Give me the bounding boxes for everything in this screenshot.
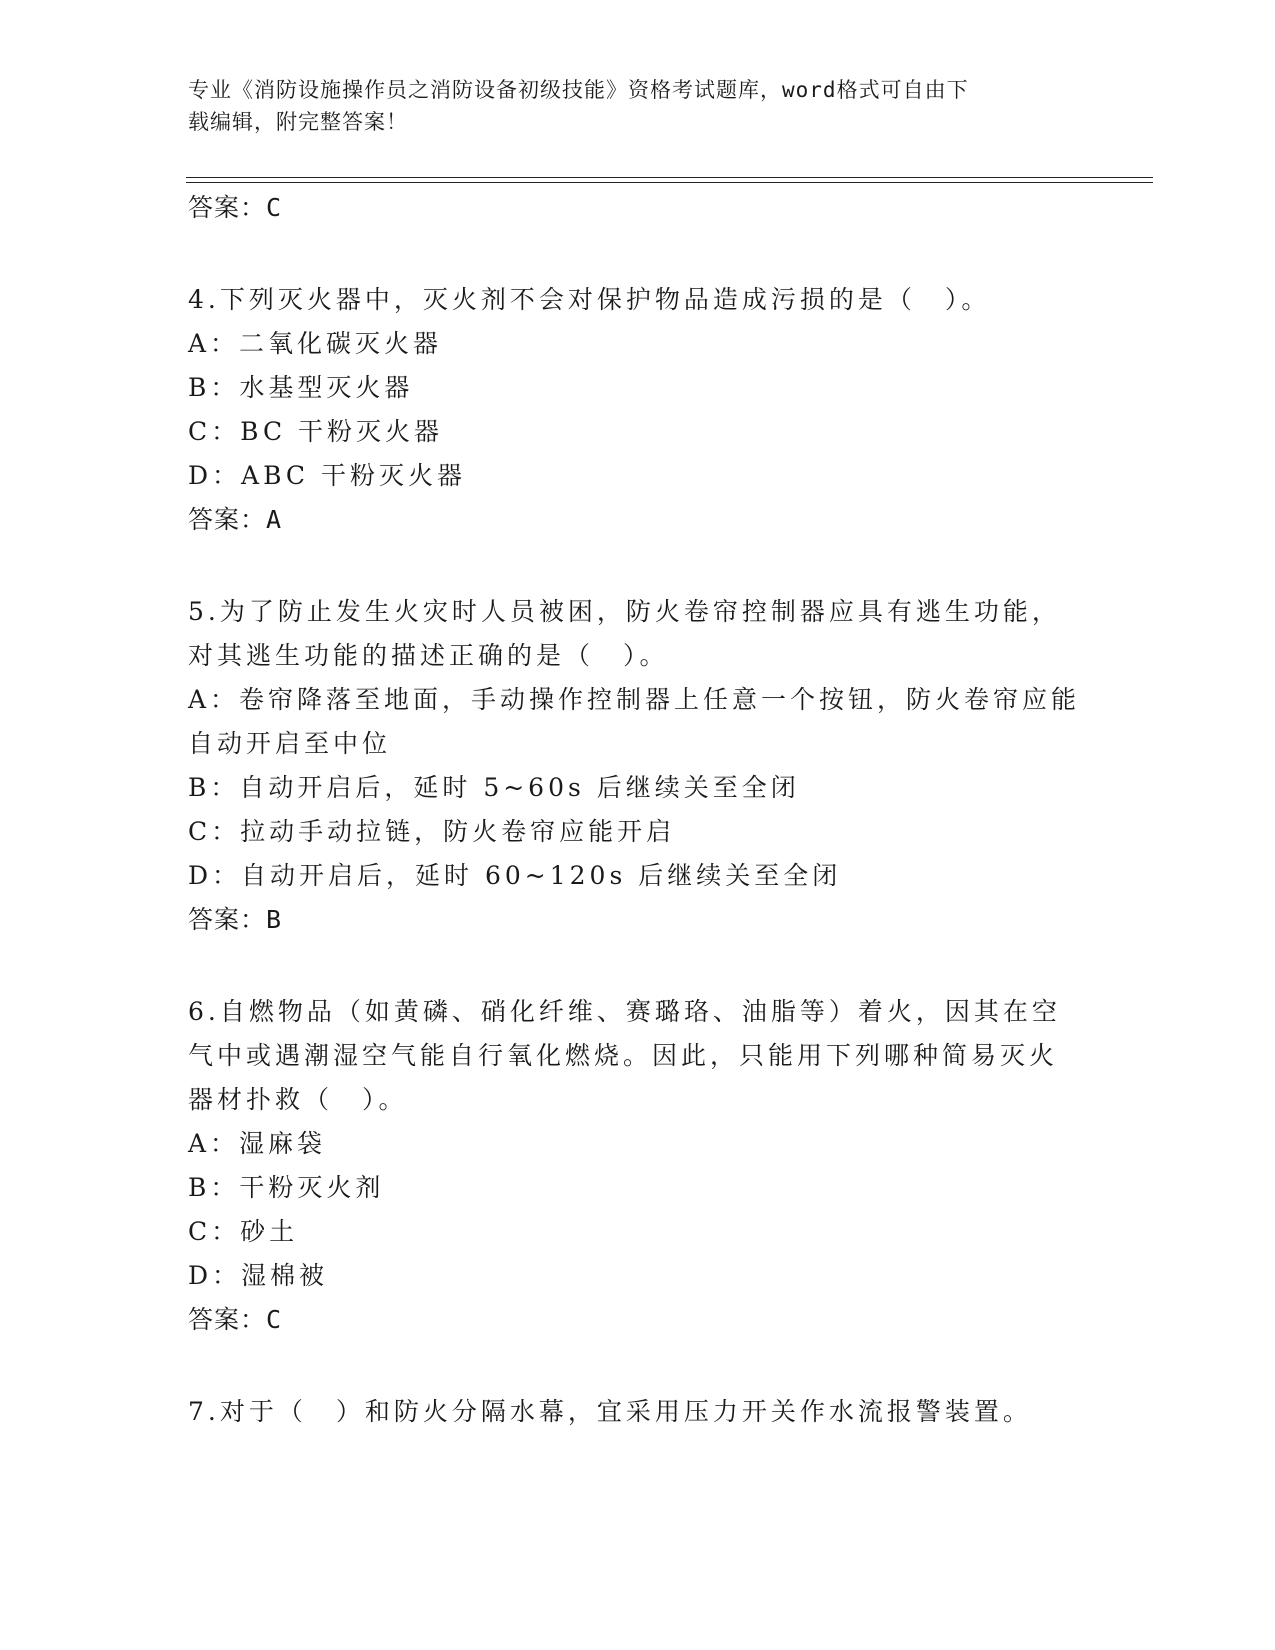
- question-6-stem-line-3: 器材扑救（ ）。: [188, 1085, 408, 1114]
- question-7-stem: 7.对于（ ）和防火分隔水幕，宜采用压力开关作水流报警装置。: [188, 1397, 1032, 1426]
- answer-6: 答案：C: [188, 1305, 283, 1334]
- header-rule-bottom: [186, 182, 1153, 183]
- header-line-2: 载编辑，附完整答案！: [188, 110, 408, 134]
- question-4-option-d: D：ABC 干粉灭火器: [188, 461, 467, 490]
- question-5-option-b: B：自动开启后，延时 5~60s 后继续关至全闭: [188, 773, 800, 802]
- question-5-option-a-line-1: A：卷帘降落至地面，手动操作控制器上任意一个按钮，防火卷帘应能: [188, 685, 1081, 714]
- question-4-option-b: B：水基型灭火器: [188, 373, 414, 402]
- question-5-option-d: D：自动开启后，延时 60~120s 后继续关至全闭: [188, 861, 842, 890]
- header-line-1: 专业《消防设施操作员之消防设备初级技能》资格考试题库，word格式可自由下: [188, 78, 969, 102]
- answer-5: 答案：B: [188, 905, 283, 934]
- question-5-option-a-line-2: 自动开启至中位: [188, 729, 392, 758]
- question-4-option-c: C：BC 干粉灭火器: [188, 417, 444, 446]
- document-header: [188, 74, 1068, 138]
- question-6-stem-line-2: 气中或遇潮湿空气能自行氧化燃烧。因此，只能用下列哪种简易灭火: [188, 1041, 1059, 1070]
- question-6-option-a: A：湿麻袋: [188, 1129, 327, 1158]
- question-5-stem-line-2: 对其逃生功能的描述正确的是（ ）。: [188, 641, 669, 670]
- answer-3: 答案：C: [188, 193, 283, 222]
- question-6-option-c: C：砂土: [188, 1217, 299, 1246]
- question-5-option-c: C：拉动手动拉链，防火卷帘应能开启: [188, 817, 676, 846]
- question-6-option-d: D：湿棉被: [188, 1261, 329, 1290]
- answer-4: 答案：A: [188, 505, 283, 534]
- question-4-stem: 4.下列灭火器中，灭火剂不会对保护物品造成污损的是（ ）。: [188, 285, 991, 314]
- question-4-option-a: A：二氧化碳灭火器: [188, 329, 443, 358]
- question-5-stem-line-1: 5.为了防止发生火灾时人员被困，防火卷帘控制器应具有逃生功能，: [188, 597, 1061, 626]
- header-rule-top: [186, 177, 1153, 178]
- question-6-stem-line-1: 6.自燃物品（如黄磷、硝化纤维、赛璐珞、油脂等）着火，因其在空: [188, 997, 1061, 1026]
- question-6-option-b: B：干粉灭火剂: [188, 1173, 385, 1202]
